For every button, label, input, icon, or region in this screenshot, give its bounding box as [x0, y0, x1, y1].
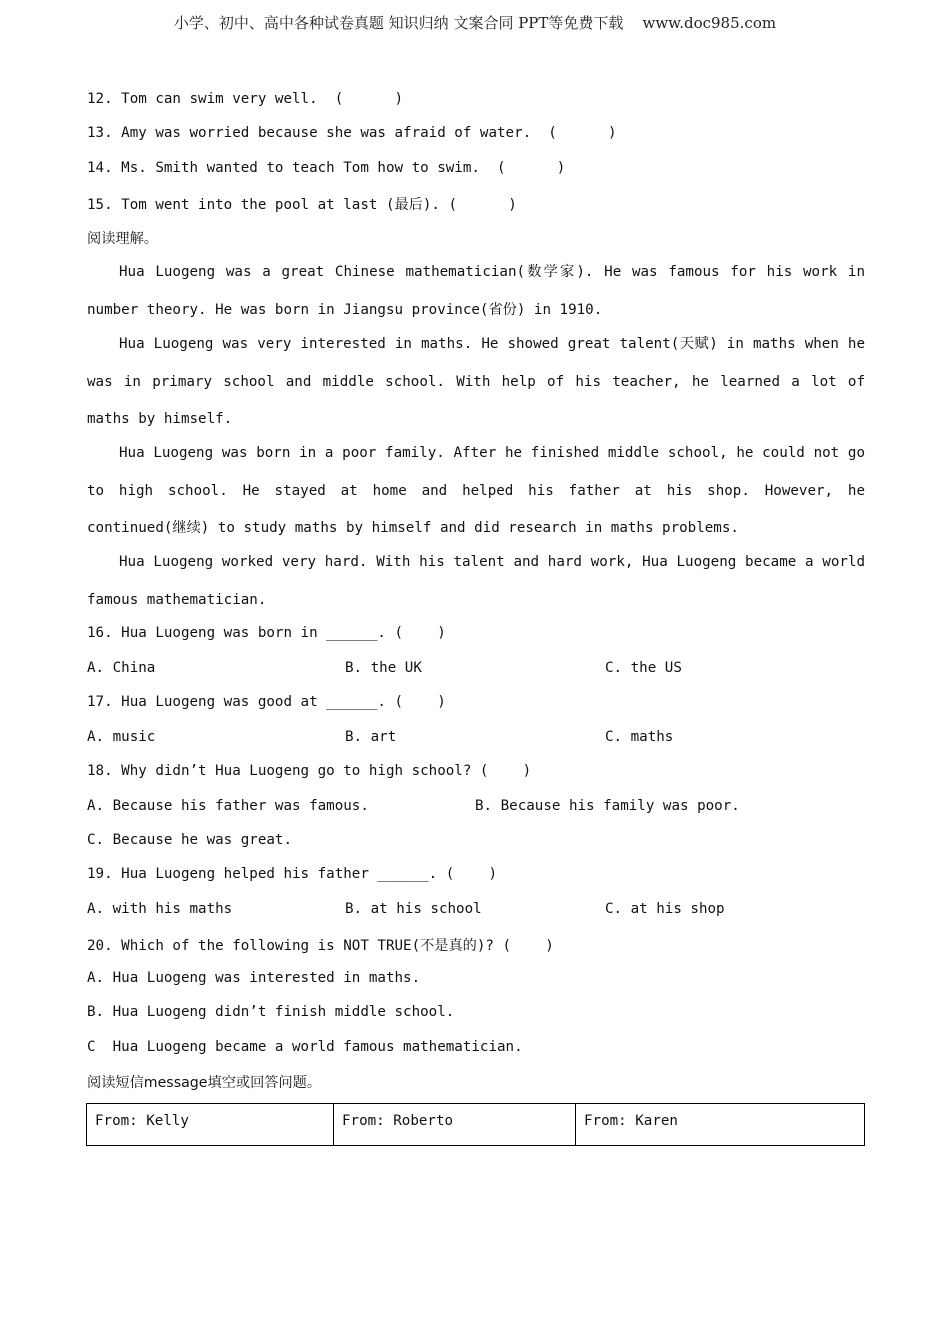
q16-option-a: A. China	[87, 660, 156, 676]
question-20: 20. Which of the following is NOT TRUE(不是真的)? ( )	[87, 938, 554, 954]
q16-option-c: C. the US	[605, 660, 682, 676]
q18-option-c: C. Because he was great.	[87, 832, 292, 848]
message-from-roberto: From: Roberto	[334, 1104, 576, 1146]
q20-option-c: C Hua Luogeng became a world famous mathematician.	[87, 1039, 523, 1055]
messages-table	[86, 1103, 865, 1146]
q17-option-a: A. music	[87, 729, 156, 745]
reading-paragraph-3: Hua Luogeng was born in a poor family. After he finished middle school, he could not go to high school. He stayed at home and helped his father at his shop. However, he continued(继续) to study maths by himself and did research in maths problems.	[87, 445, 865, 536]
q19-option-a: A. with his maths	[87, 901, 233, 917]
messages-heading: 阅读短信message填空或回答问题。	[87, 1075, 322, 1091]
messages-header-row	[87, 1104, 865, 1146]
reading-paragraph-2: Hua Luogeng was very interested in maths. He showed great talent(天赋) in maths when he was in primary school and middle school. With help of his teacher, he learned a lot of maths by himself.	[87, 336, 865, 427]
reading-paragraph-4: Hua Luogeng worked very hard. With his talent and hard work, Hua Luogeng became a world famous mathematician.	[87, 554, 865, 608]
reading-paragraph-1: Hua Luogeng was a great Chinese mathematician(数学家). He was famous for his work in number theory. He was born in Jiangsu province(省份) in 1910.	[87, 264, 865, 318]
q19-option-b: B. at his school	[345, 901, 482, 917]
q20-option-a: A. Hua Luogeng was interested in maths.	[87, 970, 421, 986]
q18-option-a: A. Because his father was famous.	[87, 798, 369, 814]
q17-option-c: C. maths	[605, 729, 674, 745]
q17-option-b: B. art	[345, 729, 397, 745]
q18-option-b: B. Because his family was poor.	[475, 798, 740, 814]
question-19: 19. Hua Luogeng helped his father ______. ( )	[87, 866, 497, 882]
q19-option-c: C. at his shop	[605, 901, 725, 917]
question-17: 17. Hua Luogeng was good at ______. ( )	[87, 694, 446, 710]
q16-option-b: B. the UK	[345, 660, 422, 676]
q20-option-b: B. Hua Luogeng didn’t finish middle school.	[87, 1004, 455, 1020]
question-16: 16. Hua Luogeng was born in ______. ( )	[87, 625, 446, 641]
question-12: 12. Tom can swim very well. ( )	[87, 91, 404, 107]
question-13: 13. Amy was worried because she was afraid of water. ( )	[87, 125, 617, 141]
message-from-karen: From: Karen	[576, 1104, 865, 1146]
message-from-kelly: From: Kelly	[87, 1104, 334, 1146]
reading-heading: 阅读理解。	[87, 231, 158, 247]
page-header: 小学、初中、高中各种试卷真题 知识归纳 文案合同 PPT等免费下载 www.doc985.com	[173, 14, 777, 32]
question-14: 14. Ms. Smith wanted to teach Tom how to swim. ( )	[87, 160, 566, 176]
question-18: 18. Why didn’t Hua Luogeng go to high school? ( )	[87, 763, 532, 779]
question-15: 15. Tom went into the pool at last (最后). ( )	[87, 197, 517, 213]
